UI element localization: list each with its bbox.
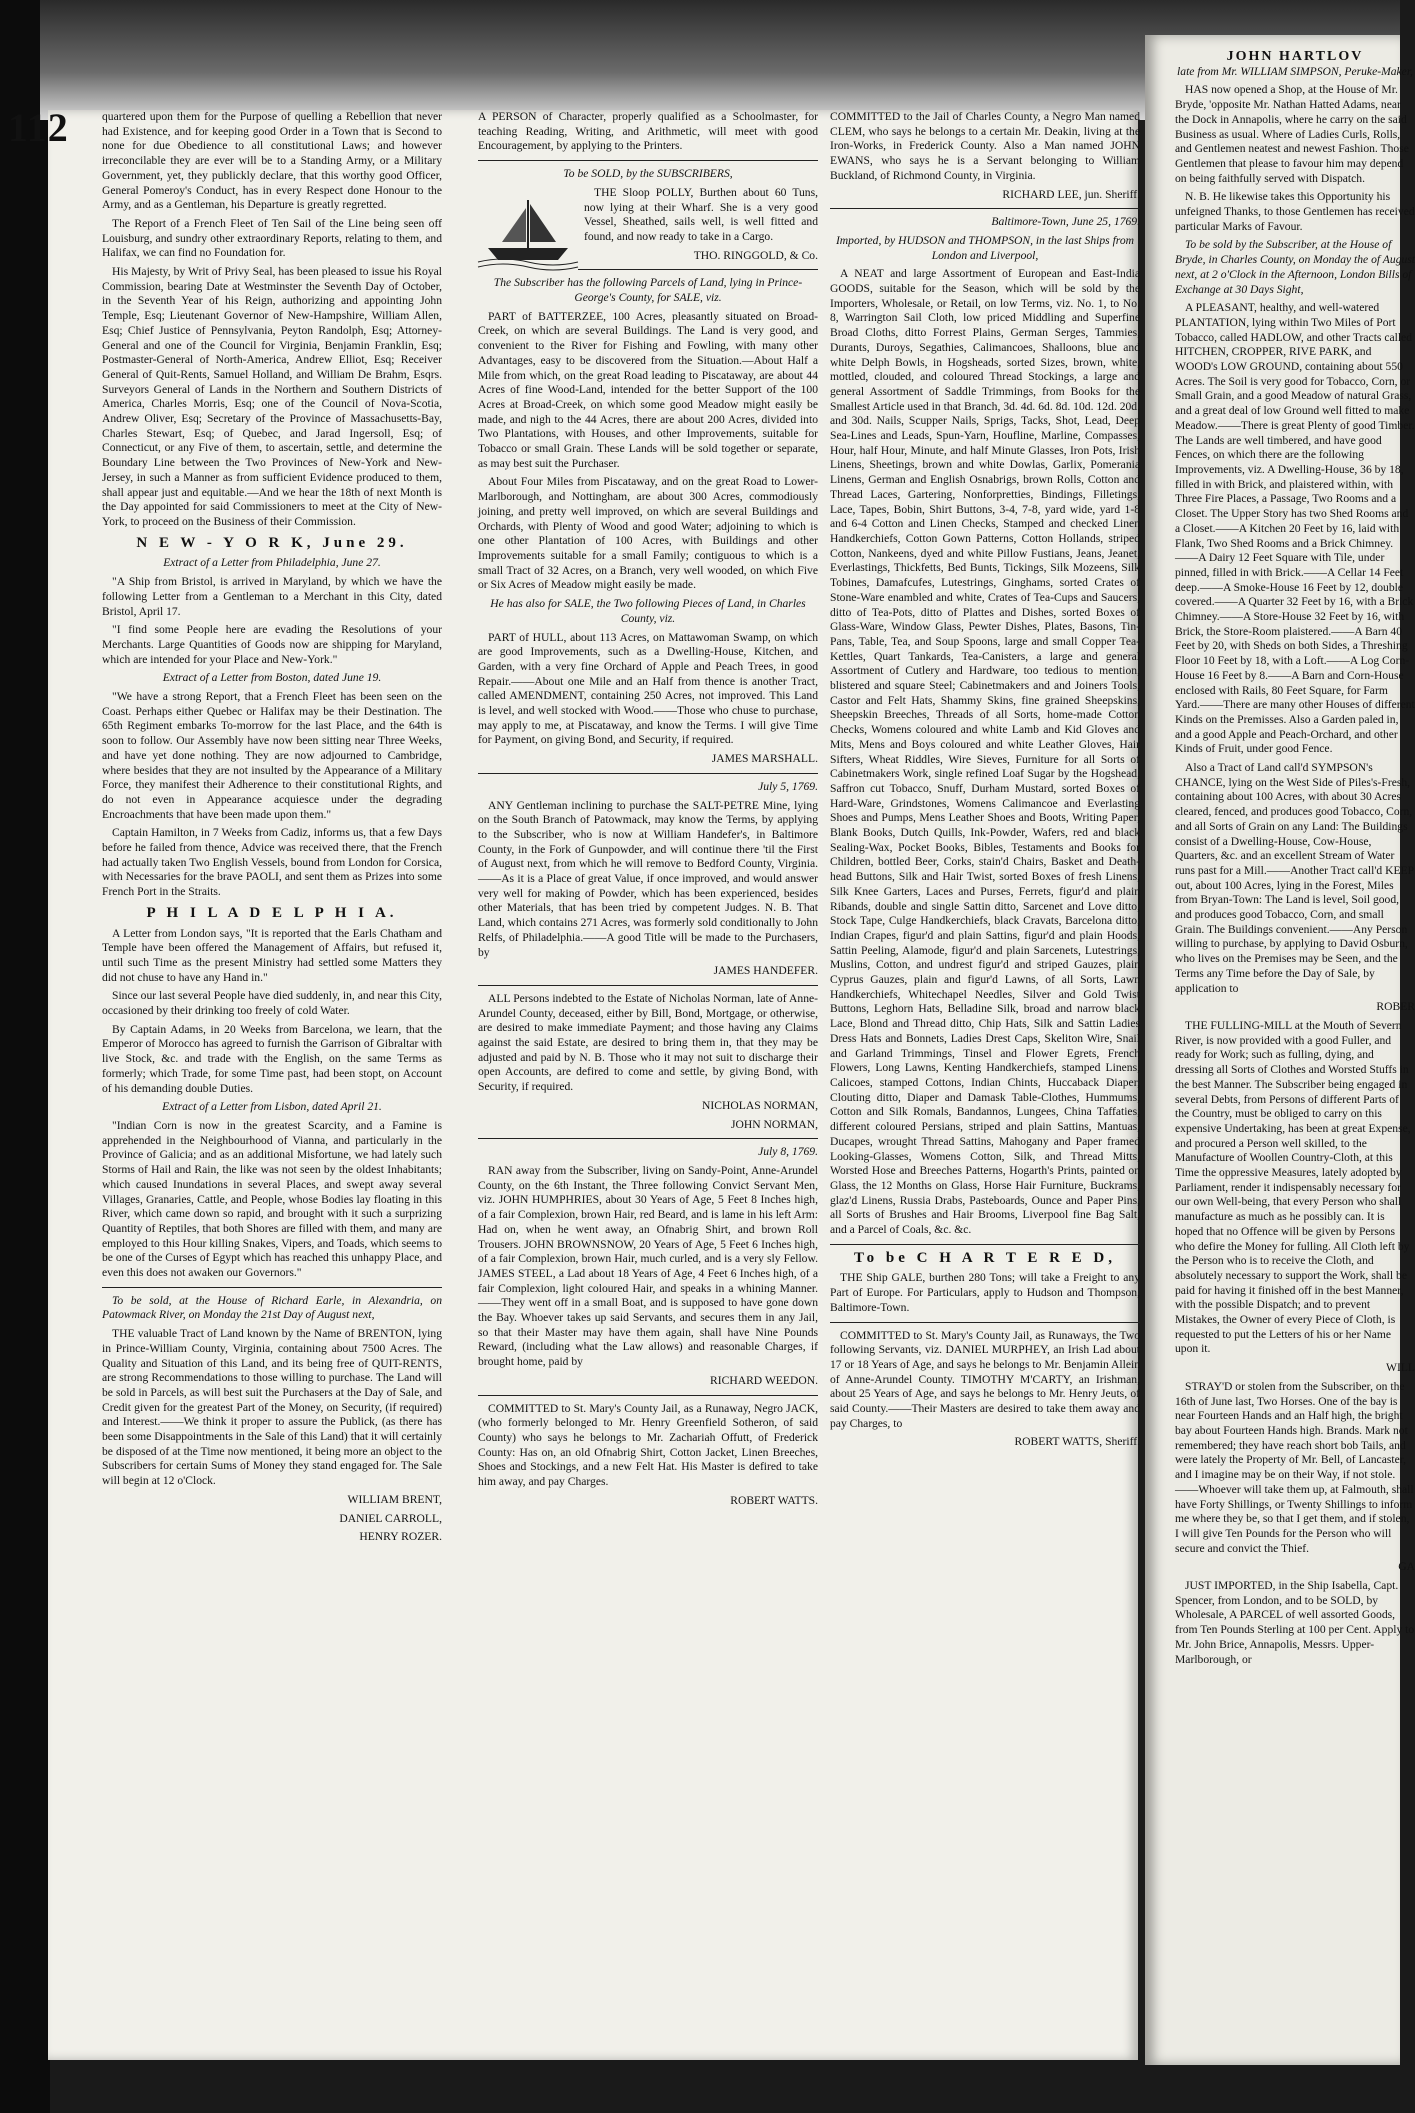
signature: RICHARD LEE, jun. Sheriff. [1002,187,1140,201]
signature: ROBER [1376,1000,1415,1014]
signature: JAMES HANDEFER. [713,964,818,978]
divider [478,773,818,774]
paragraph: N. B. He likewise takes this Opportunity his unfeigned Thanks, to those Gentlemen has received particular Marks of Favour. [1175,190,1415,233]
paragraph: "A Ship from Bristol, is arrived in Maryland, by which we have the following Letter from a Gentleman to a Merchant in this City, dated Bristol, April 17. [102,575,442,618]
divider [478,1138,818,1139]
ad-date: July 8, 1769. [758,1145,818,1159]
ad-date: Baltimore-Town, June 25, 1769. [991,215,1140,229]
paragraph: A Letter from London says, "It is reported that the Earls Chatham and Temple have been offered the Management of Affairs, but refused it, until such Time as the present Ministry had settled some Matters they did not chuse to have any Hand in." [102,926,442,984]
signature: HENRY ROZER. [359,1530,442,1544]
advertisement: PART of BATTERZEE, 100 Acres, pleasantly situated on Broad-Creek, on which are several Buildings. The Land is very good, and convenient to the River for Fishing and Fowling, with many other Advantages, easy to be discovered from the Situation.—About Half a Mile from which, on the great Road leading to Piscataway, are about 44 Acres of fine Wood-Land, intended for the better Support of the 100 Acres at Broad-Creek, on which some good Meadow might easily be made, and nigh to the 44 Acres, there are about 200 Acres, divided into Two Plantations, with Houses, and other Improvements, suitable for Tobacco or small Grain. These Lands will be sold together or separate, as may best suit the Purchaser. [478,309,818,470]
advertisement: RAN away from the Subscriber, living on Sandy-Point, Anne-Arundel County, on the 6th Instant, the Three following Convict Servant Men, viz. JOHN HUMPHRIES, about 30 Years of Age, 5 Feet 8 Inches high, of a fair Complexion, brown Hair, red Beard, and is lame in his left Arm: Had on, when he went away, an Ofnabrig Shirt, and brown Roll Trousers. JOHN BROWNSNOW, 20 Years of Age, 5 Feet 6 Inches high, of a fair Complexion, brown Hair, much curled, and is a very sly Fellow. JAMES STEEL, a Lad about 18 Years of Age, 4 Feet 6 Inches high, of a fair Complexion, light coloured Hair, and speaks in a whining Manner.——They went off in a small Boat, and is supposed to have gone down the Bay. Whoever takes up said Servants, and secures them in any Jail, so that their Master may have them again, shall have Nine Pounds Reward, (including what the Law allows) and reasonable Charges, if brought home, paid by [478,1164,818,1369]
divider [478,985,818,986]
dateline-new-york: N E W - Y O R K, June 29. [136,534,408,551]
extract-heading: Extract of a Letter from Philadelphia, June 27. [163,556,381,570]
paragraph: Also a Tract of Land call'd SYMPSON's CHANCE, lying on the West Side of Piles's-Fresh, containing about 100 Acres, with about 30 Acres cleared, fenced, and produces good Tobacco, Corn, and all Sorts of Grain on any Land: The Buildings consist of a Dwelling-House, Cow-House, Quarters, &c. and an excellent Stream of Water runs past for a Mill.——Another Tract call'd KEEP out, about 100 Acres, lying in the Forest, Miles from Bryan-Town: The Land is level, Soil good, and produces good Tobacco, Corn, and small Grain. The Buildings convenient.——Any Person willing to purchase, by applying to David Osburn, who lives on the Premises may be Seen, and the Terms any Time before the Day of Sale, by application to [1175,761,1414,995]
extract-heading: Extract of a Letter from Lisbon, dated April 21. [162,1100,382,1114]
paragraph: Captain Hamilton, in 7 Weeks from Cadiz, informs us, that a few Days before he failed from thence, Advice was received there, that the French had actually taken Two English Vessels, bound from London for Corsica, with Necessaries for the brave PAOLI, and sent them as Prizes into some French Port in the Straits. [102,826,442,899]
paragraph: "We have a strong Report, that a French Fleet has been seen on the Coast. Perhaps either Quebec or Halifax may be their Destination. The 65th Regiment embarks To-morrow for the last Place, and the 64th is soon to follow. Our Assembly have now been sitting near Three Weeks, and have yet done nothing. They are now adjourned to Cambridge, where besides that they are not insulted by the Appearance of a Military Force, they manifest their Adherence to their constitutional Rights, and do not even in Appearance acquiesce under the degrading Encroachments that have been made upon them." [102,690,442,821]
paragraph: By Captain Adams, in 20 Weeks from Barcelona, we learn, that the Emperor of Morocco has agreed to furnish the Garrison of Gibraltar with live Stock, &c. and trade with the English, on the same Terms as formerly; which Trade, for some Time past, had been stopt, on Account of his demanding double Duties. [102,1022,442,1095]
divider [830,1322,1140,1323]
divider [478,1395,818,1396]
signature: JAMES MARSHALL. [711,752,818,766]
signature: DANIEL CARROLL, [339,1511,442,1525]
paragraph: THE FULLING-MILL at the Mouth of Severn River, is now provided with a good Fuller, and ready for Work; such as fulling, dying, and dressing all Sorts of Clothes and Worsted Stuffs in the best Manner. The Subscriber being engaged in several Debts, from Persons of different Parts of the Country, must be obliged to carry on this expensive Undertaking, has been at great Expense, and procured a Person well skilled, to the Manufacture of Woollen Country-Cloth, at this Time the oppressive Measures, lately adopted by Parliament, render it indispensably necessary for our own Well-being, that every Person who shall manufacture as much as he possibly can. It is hoped that no Offence will be given by Persons who defire the Money for fulling. All Cloth left by the Person who is to receive the Cloth, and absolutely necessary to support the Work, shall be paid for having it finished off in the best Manner, with the possible Dispatch; and to prevent Mistakes, the Owner of every Piece of Cloth, is requested to put the Letters of his or her Name upon it. [1175,1019,1411,1356]
column-2 [478,110,818,1512]
ad-heading: To be SOLD, by the SUBSCRIBERS, [563,167,733,181]
signature: GA [1398,1560,1415,1574]
paragraph: HAS now opened a Shop, at the House of Mr. Bryde, 'opposite Mr. Nathan Hatted Adams, near the Dock in Annapolis, where he carry on the said Business as usual. Where of Ladies Curls, Rolls, and Gentlemen neatest and newest Fashion. Those Gentlemen that please to favour him may depend on being faithfully served with Dispatch. [1175,83,1409,185]
paragraph: The Report of a French Fleet of Ten Sail of the Line being seen off Louisburg, and sundry other extraordinary Reports, relating to them, and Halifax, we can find no Foundation for. [102,216,442,260]
column-1 [102,110,442,1549]
divider [102,1287,442,1288]
advertisement: THE Sloop POLLY, Burthen about 60 Tuns, now lying at their Wharf. She is a very good Vessel, Sheathed, sails well, is well fitted and found, and now ready to take in a Cargo. [584,185,818,243]
paragraph: STRAY'D or stolen from the Subscriber, on the 16th of June last, Two Horses. One of the bay is near Fourteen Hands and an Half high, the bright bay about Fourteen Hands high. Brands. Mark not remembered; they have reach short bob Tails, and were lately the Property of Mr. Bell, of Lancaster, and I imagine may be on their Way, if not stole.——Whoever will take them up, at Falmouth, shall have Forty Shillings, or Twenty Shillings to inform me where they be, so that I get them, and if stolen, I will give Ten Pounds for the Person who will secure and convict the Thief. [1175,1379,1414,1555]
advertisement: ALL Persons indebted to the Estate of Nicholas Norman, late of Anne-Arundel County, deceased, either by Bill, Bond, Mortgage, or otherwise, are desired to make immediate Payment; and those having any Claims against the said Estate, are desired to bring them in, that they may be adjusted and paid by N. B. Those who it may not suit to discharge their open Accounts, are defired to come and settle, by giving Bond, with Security, if required. [478,991,818,1094]
column-3 [830,110,1140,1454]
dateline-philadelphia: P H I L A D E L P H I A. [146,904,398,921]
right-page-column [1175,50,1415,1671]
paragraph: JUST IMPORTED, in the Ship Isabella, Capt. Spencer, from London, and to be SOLD, by Wholesale, A PARCEL of well assorted Goods, from Ten Pounds Sterling at 100 per Cent. Apply to Mr. John Brice, Annapolis, Messrs. Upper-Marlborough, or [1175,1579,1415,1666]
book-spine [0,0,50,2113]
advertisement: About Four Miles from Piscataway, and on the great Road to Lower-Marlborough, and Nottingham, are about 300 Acres, commodiously joining, and pretty well improved, on which are several Buildings and Orchards, with Plenty of Wood and good Water; adjoining to which is one other Plantation of 100 Acres, with Buildings and other Improvements suitable for a small Family; contiguous to which is a small Tract of 32 Acres, on a Branch, very well wooded, on which Five or Six Acres of Meadow might easily be made. [478,475,818,592]
divider [478,160,818,161]
signature: THO. RINGGOLD, & Co. [693,248,818,262]
paragraph: "I find some People here are evading the Resolutions of your Merchants. Large Quantities of Goods now are shipping for Maryland, which are intended for your Place and New-York." [102,623,442,666]
advertisement: ANY Gentleman inclining to purchase the SALT-PETRE Mine, lying on the South Branch of Patowmack, may know the Terms, by applying to the Subscriber, who is now at William Handefer's, in Baltimore County, in the Fork of Gunpowder, and will continue there 'til the First of August next, from which he will remove to Bedford County, Virginia.——As it is a Place of great Value, if once improved, and would answer very well for making of Powder, which has been experienced, besides other Materials, that has been tried by competent Judges. N. B. That Land, which contains 271 Acres, was formerly sold conditionally to John Relfs, of Philadelphia.——A good Title will be made to the Purchasers, by [478,798,818,959]
signature: NICHOLAS NORMAN, [702,1098,818,1112]
signature: WILL [1386,1361,1415,1375]
ad-heading: The Subscriber has the following Parcels of Land, lying in Prince-George's County, for SALE, viz. [493,276,803,305]
signature: JOHN NORMAN, [731,1117,818,1131]
divider [830,208,1140,209]
advertisement: A PERSON of Character, properly qualified as a Schoolmaster, for teaching Reading, Writing, and Arithmetic, will meet with good Encouragement, by applying to the Printers. [478,110,818,153]
page-number: 112 [8,105,69,150]
paragraph: quartered upon them for the Purpose of quelling a Rebellion that never had Existence, and for keeping good Order in a Town that is Second to none for due Obedience to all constitutional Laws; and however irreconcilable they are ever will be to a Standing Army, or a Military Government, yet, they publickly declare, that this worthy good Officer, General Pomeroy's Conduct, has in every Respect done Honour to the Army, and as a Gentleman, his Departure is greatly regretted. [102,110,442,212]
signature: RICHARD WEEDON. [710,1373,818,1387]
advertisement: COMMITTED to St. Mary's County Jail, as Runaways, the Two following Servants, viz. DANIEL MURPHEY, an Irish Lad about 17 or 18 Years of Age, and says he belongs to Mr. Benjamin Allein of Anne-Arundel County. TIMOTHY M'CARTY, an Irishman, about 25 Years of Age, and says he belongs to Mr. Henry Jeuts, of said County.——Their Masters are desired to take them away and pay Charges, to [830,1328,1140,1430]
ad-heading: To be sold, at the House of Richard Earle, in Alexandria, on Patowmack River, on Monday the 21st Day of August next, [102,1293,442,1322]
advertisement: THE valuable Tract of Land known by the Name of BRENTON, lying in Prince-William County, Virginia, containing about 7500 Acres. The Quality and Situation of this Land, and its being free of QUIT-RENTS, are strong Recommendations to those willing to purchase. The Land will be sold in Parcels, as will best suit the Purchasers at the Day of Sale, and Credit given for the greatest Part of the Money, on Security, (if required) and Interest.——We think it proper to assure the Publick, (as there has been some Disappointments in the Sale of this Land) that it will certainly be disposed of at the Time now mentioned, it being more an object to the Subscribers for certain Sums of Money they stand engaged for. The Sale will begin at 12 o'Clock. [102,1327,442,1488]
ad-heading: JOHN HARTLOV [1226,49,1364,64]
signature: ROBERT WATTS. [730,1493,818,1507]
advertisement: COMMITTED to the Jail of Charles County, a Negro Man named CLEM, who says he belongs to a certain Mr. Deakin, living at the Iron-Works, in Frederick County. Also a Man named JOHN EWANS, who says he is a Servant belonging to William Buckland, of Richmond County, in Virginia. [830,110,1140,182]
advertisement: PART of HULL, about 113 Acres, on Mattawoman Swamp, on which are good Improvements, such as a Dwelling-House, Kitchen, and Garden, with a very fine Orchard of Apple and Peach Trees, in good Repair.——About one Mile and an Half from thence is another Tract, called AMENDMENT, containing 250 Acres, not improved. This Land is level, and well stocked with Wood.——Those who chuse to purchase, may apply to me, at Piscataway, and know the Terms. I will give Time for Payment, on giving Bond, and Security, if required. [478,630,818,747]
paragraph: A PLEASANT, healthy, and well-watered PLANTATION, lying within Two Miles of Port Tobacco, called HADLOW, and other Tracts called HITCHEN, CROPPER, RIVE PARK, and WOOD's LOW GROUND, containing about 550 Acres. The Soil is very good for Tobacco, Corn, or Small Grain, and a good Meadow of natural Grass, and a great deal of low Ground well fitted to make Meadow.——There is great Plenty of good Timber. The Lands are well timbered, and have good Fences, on which there are the following Improvements, viz. A Dwelling-House, 36 by 18, filled in with Brick, and plaistered within, with Three Fire Places, a Passage, Two Rooms and a Closet. The Upper Story has two Shed Rooms and a Closet.——A Kitchen 20 Feet by 16, laid with Flank, Two Shed Rooms and a Brick Chimney.——A Dairy 12 Feet Square with Tile, under pinned, filled in with Brick.——A Cellar 14 Feet deep.——A Smoke-House 16 Feet by 12, double covered.——A Quarter 32 Feet by 16, with a Brick Chimney.——A Store-House 32 Feet by 16, with Brick, the Store-Room plaistered.——A Barn 40 Feet by 20, with Sheds on both Sides, a Threshing Floor 10 Feet by 18, with a Loft.——A Log Corn-House 16 Feet by 8.——A Barn and Corn-House enclosed with Rails, 80 Feet Square, for Farm Yard.——There are many other Houses of different Kinds on the Premisses. Also a Garden paled in, and a good Apple and Peach-Orchard, and other Kinds of Fruit, under good Fence. [1175,301,1415,756]
ship-woodcut-icon [478,190,578,270]
paragraph: To be sold by the Subscriber, at the House of Bryde, in Charles County, on Monday the of August next, at 2 o'Clock in the Afternoon, London Bills of Exchange at 30 Days Sight, [1175,238,1415,296]
paragraph: late from Mr. WILLIAM SIMPSON, Peruke-Maker, [1177,64,1413,78]
extract-heading: Extract of a Letter from Boston, dated June 19. [162,671,382,685]
advertisement: THE Ship GALE, burthen 280 Tons; will take a Freight to any Part of Europe. For Particulars, apply to Hudson and Thompson, Baltimore-Town. [830,1271,1140,1314]
ad-heading: He has also for SALE, the Two following Pieces of Land, in Charles County, viz. [490,597,806,625]
advertisement: A NEAT and large Assortment of European and East-India GOODS, suitable for the Season, which will be sold by the Importers, Wholesale, or Retail, on low Terms, viz. No. 1, to No. 8, Warrington Sail Cloth, low priced Middling and Superfine Broad Cloths, ditto Forrest Plains, German Serges, Tammies, Durants, Duroys, Segathies, Calimancoes, Shalloons, blue and white Delph Bowls, in Hogsheads, sorted Sizes, brown, white, mottled, clouded, and coloured Thread Stockings, a large and general Assortment of Saddle Trimmings, from Books for the Smallest Article used in that Branch, 3d. 4d. 6d. 8d. 10d. 12d. 20d. and 30d. Nails, Scupper Nails, Sprigs, Tacks, Shot, Lead, Deep Sea-Lines and Leads, Spun-Yarn, Houfline, Marline, Compasses, Hour, half Hour, Minute, and half Minute Glasses, Iron Pots, Irish Linens, Sheetings, brown and white Dowlas, Garlix, Pomerania Linens, German and English Osnabrigs, brown Rolls, Cotton and Thread Laces, Gartering, Nonforpretties, Bindings, Filletings, Lace, Tapes, Bobin, Shirt Buttons, 3-4, 7-8, yard wide, yard 1-8 and 6-4 Cotton and Linen Checks, Stamped and checked Linen Handkerchiefs, Cotton Gown Patterns, Cotton Hollands, striped Cotton, Nankeens, dyed and white Pillow Fustians, Jeans, Jeanet, Everlastings, Thickfetts, Bed Bunts, Tickings, Silk Mozeens, Silk Tobines, Damafcufes, Lutestrings, Ginghams, sorted Crates of Stone-Ware enambled and white, Crates of Tea-Cups and Saucers, ditto of Tea-Pots, ditto of Plattes and Dishes, sorted Boxes of Glass-Ware, Window Glass, Pewter Dishes, Plates, Basons, Tin-Pans, Table, Tea, and Soup Spoons, large and small Copper Tea-Kettles, Quart Tankards, Tea-Canisters, a large and general Assortment of Cutlery and Hardware, too tedious to mention, blistered and square Steel; Cabinetmakers and and Joiners Tools, Castor and Felt Hats, Shammy Skins, fine grained Sheepskins, Sheepskin Breeches, Threads of all Sorts, home-made Cotton Checks, Womens coloured and white Lamb and Kid Gloves and Mits, Mens and Boys coloured and white Leather Gloves, Hair Sifters, Wheat Riddles, Wire Sieves, Furniture for all Sorts of Cabinetmakers Work, single refined Loaf Sugar by the Hogshead, Saffron cut Tobacco, Snuff, Durham Mustard, sorted Boxes of Hard-Ware, Grindstones, Womens Calimancoe and Everlasting Shoes and Pumps, Mens Leather Shoes and Boots, Writing Paper, Blank Books, Dutch Quills, Ink-Powder, Wafers, red and black Sealing-Wax, Pocket Books, Bibles, Testaments and Books for Children, bottled Beer, Corks, stain'd Chairs, Basket and Death-head Buttons, Silk and Hair Twist, sorted Boxes of fresh Linens, Silk Knee Garters, Laces and Purses, Ferrets, figur'd and plain Ribands, double and single Sattin ditto, Sarcenet and Love ditto, Stock Tape, Culge Handkerchiefs, black Cravats, Barcelona ditto, Indian Crapes, figur'd and plain Sattins, figur'd and plain Hoods, Sattin Peeling, Alamode, figur'd and plain Sarcenets, Lutestrings, Muslins, Cotton, and undrest figur'd and striped Gauzes, plain Cyprus Gauzes, plain and figur'd Lawns, of all Sorts, Lawn Handkerchiefs, Whitechapel Needles, Silver and Gold Twist Buttons, Leghorn Hats, Belladine Silk, broad and narrow black Lace, Blond and Thread ditto, Chip Hats, Silk and Sattin Ladies Dress Hats and Bonnets, Ladies Drest Caps, Skeliton Wire, Snail and Garland Trimmings, Tinsel and Flower Egrets, French Flowers, Long Lawns, Kenting Handkerchiefs, stamped Linens, Calicoes, stamped Cottons, Indian Chints, Huccaback Diaper, Clouting ditto, Diaper and Damask Table-Clothes, Hummums, Cotton and Silk Romals, Bandannos, Lungees, China Taffaties, different coloured Persians, striped and plain Sattins, Mantuas, Ducapes, wrought Thread Sattins, Mahogany and Paper framed Looking-Glasses, Womens Cotton, Silk, and Thread Mitts, Worsted Hose and Breeches Patterns, Hogarth's Prints, painted on Glass, the 12 Months on Glass, Horse Hair Furniture, Buckrams, glaz'd Linens, Russia Drabs, Pasteboards, Ounce and Paper Pins, all Sorts of Brushes and Hair Brooms, Liverpool fine Bag Salt, and a Parcel of Coals, &c. &c. [830,267,1140,1237]
paragraph: "Indian Corn is now in the greatest Scarcity, and a Famine is apprehended in the Neighbourhood of Vianna, and particularly in the Province of Galicia; and as an additional Misfortune, we had lately such Storms of Hail and Rain, the like was not seen by the oldest Inhabitants; which caused Inundations in several Places, and swept away several Villages, Granaries, Cattle, and People, whose Bodies lay floating in this River, which came down so rapid, and brought with it such a surprizing Quantity of Reptiles, that both Shores are filled with them, and many are employed to this Hour killing Snakes, Vipers, and Toads, which seems to be one of the Curses of Egypt which has reached this unhappy Place, and even this does not awaken our Governors." [102,1119,442,1280]
ad-date: July 5, 1769. [758,779,818,793]
paragraph: Since our last several People have died suddenly, in, and near this City, occasioned by their drinking too freely of cold Water. [102,989,442,1018]
signature: WILLIAM BRENT, [347,1492,442,1506]
paragraph: His Majesty, by Writ of Privy Seal, has been pleased to issue his Royal Commission, bearing Date at Westminster the Seventh Day of October, in the Seventh Year of his Reign, authorizing and appointing John Temple, Esq; Lieutenant Governor of New-Hampshire, William Allen, Esq; Chief Justice of Pennsylvania, Peyton Randolph, Esq; Attorney-General and one of the Council for Virginia, Benjamin Franklin, Esq; Postmaster-General of North-America, Andrew Elliot, Esq; Receiver General of Quit-Rents, Samuel Holland, and William De Brahm, Esqrs. Surveyors General of Lands in the Northern and Southern Districts of America, Charles Morris, Esq; one of the Council of Nova-Scotia, Andrew Oliver, Esq; Secretary of the Province of Massachusetts-Bay, Charles Stewart, Esq; of Quebec, and Jarad Ingersoll, Esq; of Connecticut, or any Five of them, to ascertain, settle, and determine the Boundary Line between the Two Provinces of New-York and New-Jersey, in such a Manner as from sufficient Evidence produced to them, shall appear just and equitable.—And we hear the 18th of next Month is the Day appointed for said Commissioners to meet at the City of New-York, to proceed on the Business of their Commission. [102,265,442,528]
ad-heading: Imported, by HUDSON and THOMPSON, in the last Ships from London and Liverpool, [835,233,1135,262]
advertisement: COMMITTED to St. Mary's County Jail, as a Runaway, Negro JACK, (who formerly belonged to Mr. Henry Greenfield Sotheron, of said County) who says he belongs to Mr. Zachariah Offutt, of Frederick County: Has on, an old Ofnabrig Shirt, Cotton Jacket, Linen Breeches, Shoes and Stockings, and a new Felt Hat. His Master is defired to take him away, and pay Charges. [478,1401,818,1489]
divider [830,1244,1140,1245]
signature: ROBERT WATTS, Sheriff. [1014,1435,1140,1449]
ad-heading-chartered: To be C H A R T E R E D, [853,1249,1117,1266]
